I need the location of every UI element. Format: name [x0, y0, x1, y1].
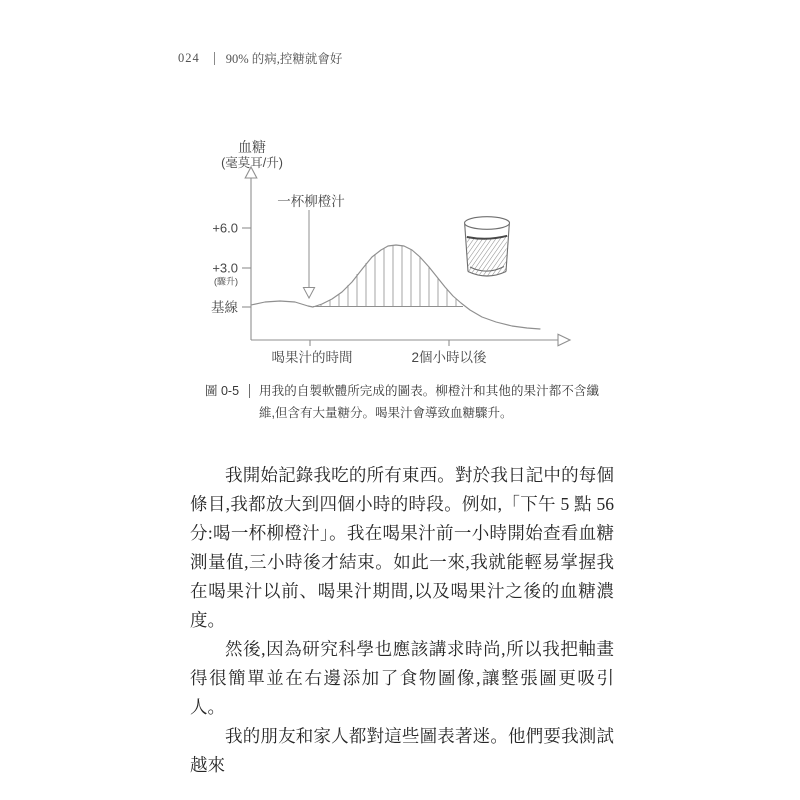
- x-axis: [251, 334, 570, 346]
- juice-annotation-arrow: [303, 210, 314, 298]
- header-divider: [214, 52, 215, 65]
- ytick-plus6: +6.0: [212, 220, 238, 236]
- y-axis: [242, 167, 257, 340]
- body-paragraph: 然後,因為研究科學也應該講求時尚,所以我把軸畫得很簡單並在右邊添加了食物圖像,讓整張圖更吸引人。: [190, 639, 614, 717]
- juice-glass-icon: [465, 217, 510, 276]
- xtick-drink-label: 喝果汁的時間: [271, 350, 353, 365]
- xtick-2h-label: 2個小時以後: [411, 350, 487, 365]
- figure-caption-text: 用我的自製軟體所完成的圖表。柳橙汁和其他的果汁都不含纖維,但含有大量糖分。喝果汁會導致血糖驟升。: [259, 384, 600, 420]
- body-paragraph: 我的朋友和家人都對這些圖表著迷。他們要我測試越來: [190, 726, 614, 775]
- caption-divider: [249, 384, 250, 398]
- glucose-chart: [170, 120, 600, 380]
- book-title: 90% 的病,控糖就會好: [225, 52, 343, 66]
- figure-caption: [205, 380, 605, 424]
- y-axis-unit: (毫莫耳/升): [221, 156, 283, 170]
- body-text: [190, 461, 614, 780]
- ytick-plus3: +3.0: [212, 260, 238, 276]
- body-paragraph: 我開始記錄我吃的所有東西。對於我日記中的每個條目,我都放大到四個小時的時段。例如,「下午 5 點 56 分:喝一杯柳橙汁」。我在喝果汁前一小時開始查看血糖測量值,三小時後才結束。如此一來,我就能輕易掌握我在喝果汁以前、喝果汁期間,以及喝果汁之後的血糖濃度。: [190, 465, 614, 630]
- page-number: 024: [178, 50, 200, 65]
- running-header: [178, 49, 342, 67]
- ytick-baseline: 基線: [211, 300, 238, 315]
- figure-caption-label: 圖 0-5: [205, 384, 240, 398]
- ytick-plus3-note: (驟升): [214, 276, 238, 287]
- annotation-juice-label: 一杯柳橙汁: [277, 194, 345, 209]
- y-axis-title: 血糖: [238, 139, 266, 155]
